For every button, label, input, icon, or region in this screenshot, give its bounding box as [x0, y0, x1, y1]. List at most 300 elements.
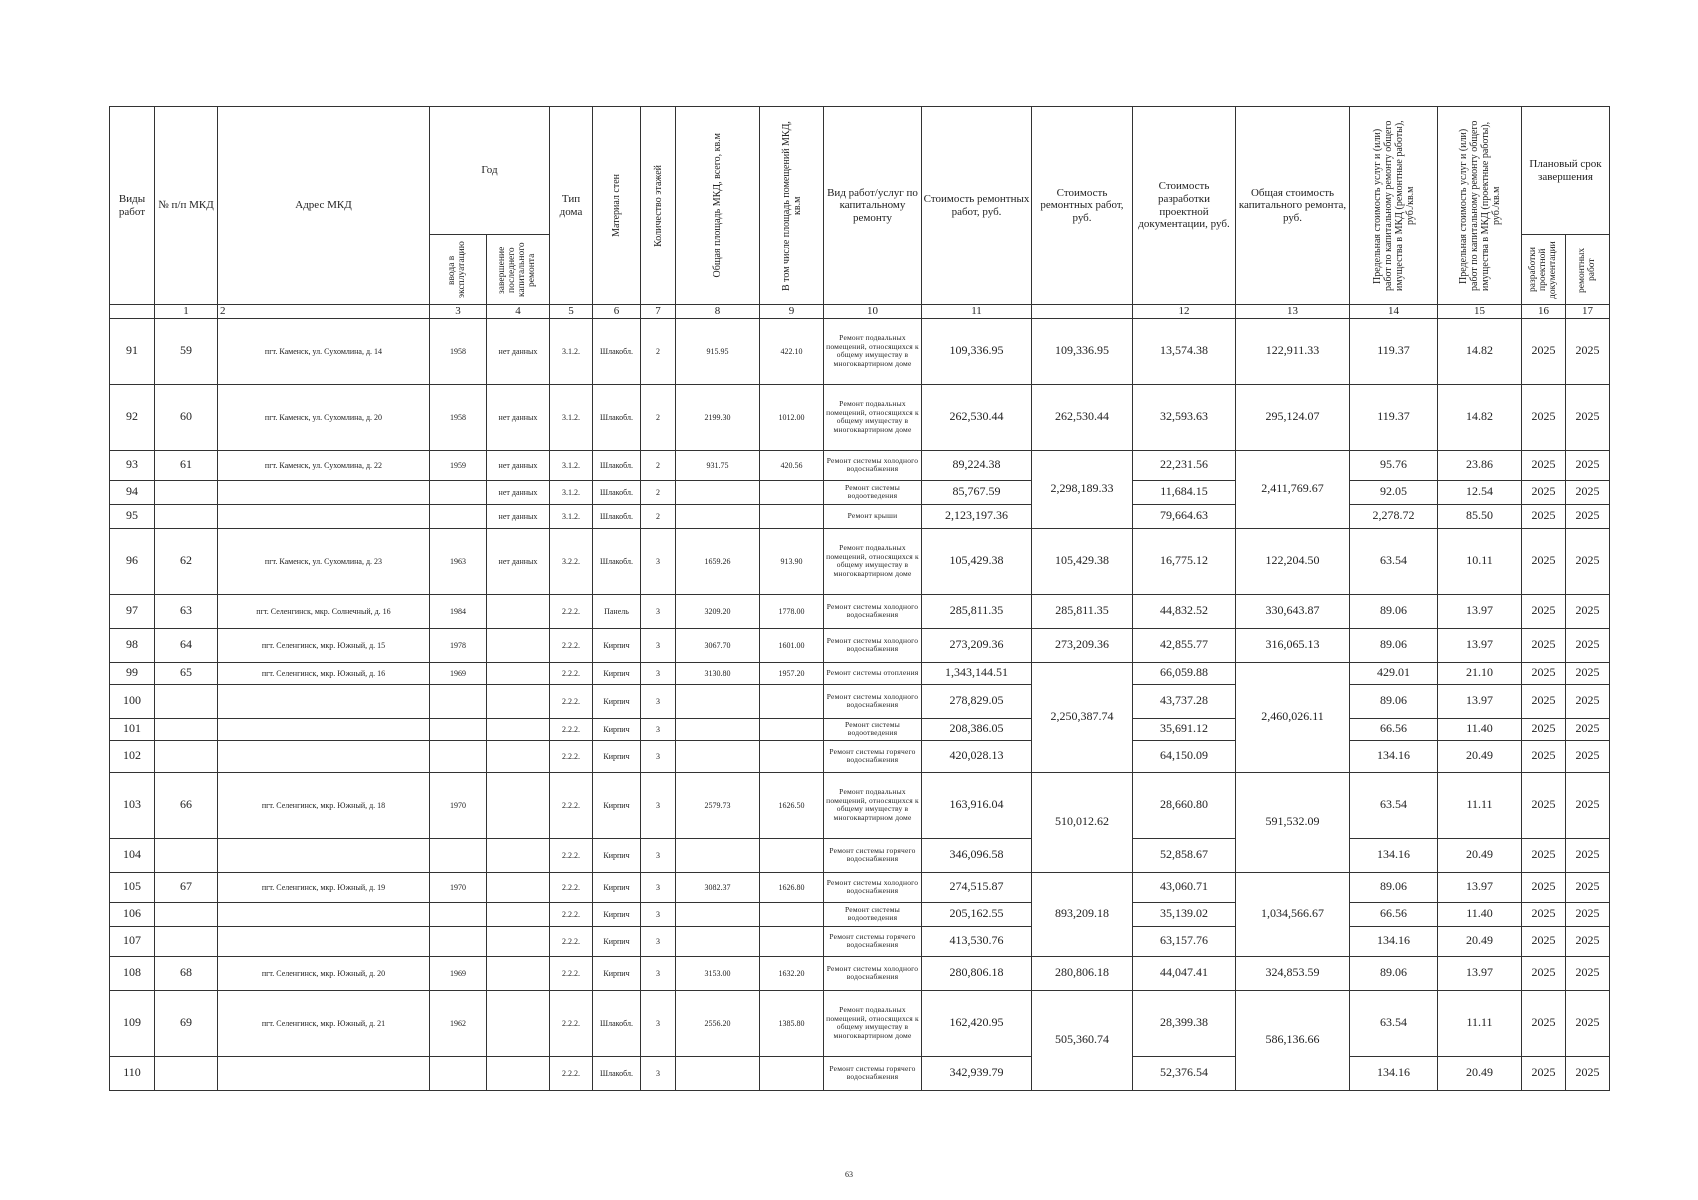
- row-num: [155, 504, 218, 528]
- header-address: Адрес МКД: [218, 107, 430, 305]
- row-floors: 3: [641, 838, 676, 872]
- row-design-cost: 13,574.38: [1133, 318, 1236, 384]
- row-plan-design: 2025: [1522, 504, 1566, 528]
- row-total-area: 931.75: [676, 450, 760, 480]
- row-kind: 101: [110, 718, 155, 740]
- table-row: [110, 872, 1610, 902]
- header-num: № п/п МКД: [155, 107, 218, 305]
- table-row: [110, 594, 1610, 628]
- row-address: [218, 740, 430, 772]
- row-design-cost: 44,047.41: [1133, 956, 1236, 990]
- row-design-cost: 11,684.15: [1133, 480, 1236, 504]
- row-year-last-repair: [487, 838, 550, 872]
- row-year-last-repair: нет данных: [487, 384, 550, 450]
- header-plan-repair: ремонтных работ: [1566, 235, 1610, 305]
- row-wall-material: Кирпич: [593, 662, 641, 684]
- row-year-commission: 1970: [430, 872, 487, 902]
- row-year-last-repair: [487, 956, 550, 990]
- row-design-cost: 42,855.77: [1133, 628, 1236, 662]
- row-limit-design: 85.50: [1438, 504, 1522, 528]
- row-premises-area: [760, 926, 824, 956]
- row-work-type: Ремонт системы холодного водоснабжения: [824, 628, 922, 662]
- row-plan-repair: 2025: [1566, 990, 1610, 1056]
- row-year-last-repair: [487, 872, 550, 902]
- row-address: пгт. Селенгинск, мкр. Южный, д. 19: [218, 872, 430, 902]
- row-floors: 3: [641, 740, 676, 772]
- row-limit-repair: 429.01: [1350, 662, 1438, 684]
- row-premises-area: [760, 718, 824, 740]
- header-premises-area: В том числе площадь помещений МКД, кв.м: [760, 107, 824, 305]
- header-plan-design: разработки проектной документации: [1522, 235, 1566, 305]
- table-row: [110, 902, 1610, 926]
- row-kind: 109: [110, 990, 155, 1056]
- row-repair-cost: 285,811.35: [922, 594, 1032, 628]
- row-repair-cost-total: 510,012.62: [1032, 772, 1133, 872]
- row-wall-material: Кирпич: [593, 684, 641, 718]
- row-floors: 3: [641, 1056, 676, 1090]
- row-house-type: 2.2.2.: [550, 772, 593, 838]
- row-plan-repair: 2025: [1566, 594, 1610, 628]
- row-house-type: 2.2.2.: [550, 956, 593, 990]
- row-wall-material: Шлакобл.: [593, 318, 641, 384]
- row-limit-design: 13.97: [1438, 628, 1522, 662]
- row-premises-area: 422.10: [760, 318, 824, 384]
- row-total-cost: 1,034,566.67: [1236, 872, 1350, 956]
- row-wall-material: Кирпич: [593, 740, 641, 772]
- row-address: пгт. Селенгинск, мкр. Южный, д. 20: [218, 956, 430, 990]
- row-wall-material: Шлакобл.: [593, 504, 641, 528]
- row-year-commission: [430, 926, 487, 956]
- row-work-type: Ремонт системы холодного водоснабжения: [824, 956, 922, 990]
- row-year-last-repair: [487, 1056, 550, 1090]
- row-plan-design: 2025: [1522, 838, 1566, 872]
- row-address: [218, 926, 430, 956]
- row-design-cost: 43,060.71: [1133, 872, 1236, 902]
- header-total-area: Общая площадь МКД, всего, кв.м: [676, 107, 760, 305]
- row-num: 66: [155, 772, 218, 838]
- row-limit-design: 11.11: [1438, 772, 1522, 838]
- row-repair-cost: 85,767.59: [922, 480, 1032, 504]
- row-total-area: 3082.37: [676, 872, 760, 902]
- row-limit-design: 20.49: [1438, 1056, 1522, 1090]
- row-repair-cost-total: 285,811.35: [1032, 594, 1133, 628]
- row-house-type: 2.2.2.: [550, 740, 593, 772]
- row-limit-repair: 66.56: [1350, 718, 1438, 740]
- row-floors: 2: [641, 318, 676, 384]
- row-year-last-repair: [487, 990, 550, 1056]
- row-limit-design: 21.10: [1438, 662, 1522, 684]
- row-design-cost: 22,231.56: [1133, 450, 1236, 480]
- row-floors: 2: [641, 504, 676, 528]
- row-year-last-repair: [487, 594, 550, 628]
- row-num: 59: [155, 318, 218, 384]
- header-limit-repair: Предельная стоимость услуг и (или) работ по капитальному ремонту общего имущества в МКД (ремонтные работы), руб./кв.м: [1350, 107, 1438, 305]
- row-address: [218, 902, 430, 926]
- row-design-cost: 66,059.88: [1133, 662, 1236, 684]
- row-limit-repair: 66.56: [1350, 902, 1438, 926]
- row-total-area: 3067.70: [676, 628, 760, 662]
- header-total-cost: Общая стоимость капитального ремонта, руб.: [1236, 107, 1350, 305]
- row-house-type: 3.1.2.: [550, 450, 593, 480]
- header-year-last-repair: завершение последнего капитального ремонта: [487, 235, 550, 305]
- row-limit-design: 20.49: [1438, 838, 1522, 872]
- row-plan-repair: 2025: [1566, 956, 1610, 990]
- row-floors: 3: [641, 926, 676, 956]
- row-kind: 99: [110, 662, 155, 684]
- row-limit-repair: 134.16: [1350, 926, 1438, 956]
- row-work-type: Ремонт системы горячего водоснабжения: [824, 1056, 922, 1090]
- row-year-last-repair: [487, 926, 550, 956]
- row-num: [155, 902, 218, 926]
- header-design-cost: Стоимость разработки проектной документации, руб.: [1133, 107, 1236, 305]
- row-total-area: 915.95: [676, 318, 760, 384]
- table-row: [110, 662, 1610, 684]
- row-limit-repair: 134.16: [1350, 740, 1438, 772]
- row-kind: 102: [110, 740, 155, 772]
- row-wall-material: Кирпич: [593, 718, 641, 740]
- page-number: 63: [845, 1170, 853, 1179]
- row-year-commission: 1978: [430, 628, 487, 662]
- row-work-type: Ремонт системы горячего водоснабжения: [824, 740, 922, 772]
- row-total-area: 3130.80: [676, 662, 760, 684]
- table-row: [110, 956, 1610, 990]
- row-kind: 103: [110, 772, 155, 838]
- row-repair-cost-total: 2,250,387.74: [1032, 662, 1133, 772]
- row-repair-cost-total: 2,298,189.33: [1032, 450, 1133, 528]
- row-plan-design: 2025: [1522, 872, 1566, 902]
- row-floors: 3: [641, 594, 676, 628]
- row-limit-design: 11.40: [1438, 902, 1522, 926]
- row-year-last-repair: нет данных: [487, 528, 550, 594]
- row-design-cost: 28,399.38: [1133, 990, 1236, 1056]
- row-total-area: 3209.20: [676, 594, 760, 628]
- row-floors: 3: [641, 684, 676, 718]
- row-house-type: 3.1.2.: [550, 384, 593, 450]
- row-num: 68: [155, 956, 218, 990]
- row-limit-repair: 63.54: [1350, 990, 1438, 1056]
- row-limit-repair: 89.06: [1350, 684, 1438, 718]
- row-kind: 97: [110, 594, 155, 628]
- row-repair-cost-total: 262,530.44: [1032, 384, 1133, 450]
- row-num: 67: [155, 872, 218, 902]
- row-floors: 3: [641, 872, 676, 902]
- row-total-area: [676, 718, 760, 740]
- table-row: [110, 1056, 1610, 1090]
- row-year-commission: [430, 480, 487, 504]
- row-total-cost: 324,853.59: [1236, 956, 1350, 990]
- row-plan-design: 2025: [1522, 628, 1566, 662]
- row-plan-repair: 2025: [1566, 480, 1610, 504]
- row-repair-cost: 342,939.79: [922, 1056, 1032, 1090]
- table-row: [110, 450, 1610, 480]
- row-total-area: 3153.00: [676, 956, 760, 990]
- row-num: [155, 718, 218, 740]
- row-year-last-repair: [487, 684, 550, 718]
- row-num: 65: [155, 662, 218, 684]
- header-kind: Виды работ: [110, 107, 155, 305]
- row-limit-repair: 2,278.72: [1350, 504, 1438, 528]
- row-premises-area: [760, 684, 824, 718]
- row-year-commission: 1963: [430, 528, 487, 594]
- row-repair-cost-total: 105,429.38: [1032, 528, 1133, 594]
- header-repair-cost-total: Стоимость ремонтных работ, руб.: [1032, 107, 1133, 305]
- row-limit-design: 11.11: [1438, 990, 1522, 1056]
- table-row: [110, 504, 1610, 528]
- row-address: [218, 1056, 430, 1090]
- row-limit-repair: 92.05: [1350, 480, 1438, 504]
- row-year-commission: [430, 504, 487, 528]
- row-house-type: 2.2.2.: [550, 902, 593, 926]
- row-premises-area: 1632.20: [760, 956, 824, 990]
- row-wall-material: Шлакобл.: [593, 1056, 641, 1090]
- row-plan-design: 2025: [1522, 926, 1566, 956]
- row-kind: 96: [110, 528, 155, 594]
- row-plan-design: 2025: [1522, 902, 1566, 926]
- table-row: [110, 718, 1610, 740]
- row-house-type: 2.2.2.: [550, 662, 593, 684]
- row-kind: 106: [110, 902, 155, 926]
- row-limit-repair: 89.06: [1350, 956, 1438, 990]
- row-total-area: [676, 926, 760, 956]
- row-wall-material: Кирпич: [593, 628, 641, 662]
- row-plan-repair: 2025: [1566, 1056, 1610, 1090]
- row-year-last-repair: [487, 772, 550, 838]
- row-floors: 3: [641, 990, 676, 1056]
- row-premises-area: 1778.00: [760, 594, 824, 628]
- row-total-area: [676, 684, 760, 718]
- row-design-cost: 52,858.67: [1133, 838, 1236, 872]
- row-work-type: Ремонт подвальных помещений, относящихся к общему имуществу в многоквартирном доме: [824, 318, 922, 384]
- row-plan-design: 2025: [1522, 450, 1566, 480]
- row-repair-cost-total: 273,209.36: [1032, 628, 1133, 662]
- row-repair-cost: 162,420.95: [922, 990, 1032, 1056]
- row-address: пгт. Каменск, ул. Сухомлина, д. 23: [218, 528, 430, 594]
- row-design-cost: 63,157.76: [1133, 926, 1236, 956]
- row-plan-repair: 2025: [1566, 504, 1610, 528]
- row-total-cost: 586,136.66: [1236, 990, 1350, 1090]
- row-repair-cost: 2,123,197.36: [922, 504, 1032, 528]
- row-work-type: Ремонт системы холодного водоснабжения: [824, 450, 922, 480]
- row-address: [218, 480, 430, 504]
- row-num: 64: [155, 628, 218, 662]
- row-kind: 92: [110, 384, 155, 450]
- row-work-type: Ремонт подвальных помещений, относящихся к общему имуществу в многоквартирном доме: [824, 990, 922, 1056]
- row-plan-repair: 2025: [1566, 872, 1610, 902]
- row-num: [155, 1056, 218, 1090]
- row-year-last-repair: [487, 662, 550, 684]
- row-total-cost: 2,411,769.67: [1236, 450, 1350, 528]
- row-limit-repair: 134.16: [1350, 838, 1438, 872]
- row-limit-repair: 63.54: [1350, 528, 1438, 594]
- row-work-type: Ремонт подвальных помещений, относящихся к общему имуществу в многоквартирном доме: [824, 384, 922, 450]
- capital-repair-table: [109, 106, 1610, 1091]
- row-num: 63: [155, 594, 218, 628]
- row-limit-design: 20.49: [1438, 926, 1522, 956]
- row-total-cost: 295,124.07: [1236, 384, 1350, 450]
- row-floors: 3: [641, 718, 676, 740]
- row-floors: 3: [641, 772, 676, 838]
- row-premises-area: 913.90: [760, 528, 824, 594]
- row-plan-design: 2025: [1522, 684, 1566, 718]
- row-limit-repair: 95.76: [1350, 450, 1438, 480]
- row-work-type: Ремонт системы холодного водоснабжения: [824, 594, 922, 628]
- row-premises-area: 420.56: [760, 450, 824, 480]
- row-kind: 100: [110, 684, 155, 718]
- row-house-type: 2.2.2.: [550, 990, 593, 1056]
- row-repair-cost-total: 109,336.95: [1032, 318, 1133, 384]
- table-row: [110, 990, 1610, 1056]
- row-premises-area: [760, 1056, 824, 1090]
- row-kind: 98: [110, 628, 155, 662]
- row-premises-area: 1626.50: [760, 772, 824, 838]
- row-premises-area: 1957.20: [760, 662, 824, 684]
- column-numbers-row: 1 2 3 4 5 6 7 8 9 10 11 12 13 14 15 16 17: [110, 305, 1610, 319]
- row-house-type: 2.2.2.: [550, 872, 593, 902]
- row-wall-material: Кирпич: [593, 772, 641, 838]
- row-limit-design: 13.97: [1438, 872, 1522, 902]
- row-plan-design: 2025: [1522, 990, 1566, 1056]
- row-premises-area: 1385.80: [760, 990, 824, 1056]
- row-kind: 95: [110, 504, 155, 528]
- row-floors: 3: [641, 956, 676, 990]
- row-plan-design: 2025: [1522, 740, 1566, 772]
- row-design-cost: 43,737.28: [1133, 684, 1236, 718]
- row-total-area: 2556.20: [676, 990, 760, 1056]
- header-repair-cost: Стоимость ремонтных работ, руб.: [922, 107, 1032, 305]
- row-kind: 104: [110, 838, 155, 872]
- row-design-cost: 28,660.80: [1133, 772, 1236, 838]
- row-work-type: Ремонт подвальных помещений, относящихся к общему имуществу в многоквартирном доме: [824, 772, 922, 838]
- row-total-cost: 122,911.33: [1236, 318, 1350, 384]
- row-total-area: [676, 480, 760, 504]
- row-address: пгт. Селенгинск, мкр. Южный, д. 15: [218, 628, 430, 662]
- row-year-commission: [430, 902, 487, 926]
- row-premises-area: 1626.80: [760, 872, 824, 902]
- row-house-type: 3.1.2.: [550, 480, 593, 504]
- row-kind: 94: [110, 480, 155, 504]
- row-house-type: 3.2.2.: [550, 528, 593, 594]
- row-limit-design: 14.82: [1438, 384, 1522, 450]
- header-house-type: Тип дома: [550, 107, 593, 305]
- row-work-type: Ремонт системы отопления: [824, 662, 922, 684]
- row-address: пгт. Каменск, ул. Сухомлина, д. 14: [218, 318, 430, 384]
- row-year-last-repair: [487, 740, 550, 772]
- row-plan-repair: 2025: [1566, 384, 1610, 450]
- row-total-area: [676, 1056, 760, 1090]
- row-year-commission: 1958: [430, 318, 487, 384]
- row-floors: 3: [641, 902, 676, 926]
- row-wall-material: Шлакобл.: [593, 480, 641, 504]
- table-row: [110, 528, 1610, 594]
- row-address: пгт. Каменск, ул. Сухомлина, д. 20: [218, 384, 430, 450]
- row-total-cost: 591,532.09: [1236, 772, 1350, 872]
- row-num: [155, 480, 218, 504]
- row-plan-repair: 2025: [1566, 528, 1610, 594]
- row-work-type: Ремонт системы горячего водоснабжения: [824, 838, 922, 872]
- row-year-commission: [430, 684, 487, 718]
- row-wall-material: Шлакобл.: [593, 450, 641, 480]
- row-repair-cost: 262,530.44: [922, 384, 1032, 450]
- row-house-type: 2.2.2.: [550, 628, 593, 662]
- row-house-type: 2.2.2.: [550, 684, 593, 718]
- row-limit-design: 12.54: [1438, 480, 1522, 504]
- row-total-cost: 316,065.13: [1236, 628, 1350, 662]
- row-repair-cost: 163,916.04: [922, 772, 1032, 838]
- row-work-type: Ремонт системы водоотведения: [824, 480, 922, 504]
- row-address: [218, 838, 430, 872]
- header-plan: Плановый срок завершения: [1522, 107, 1610, 235]
- row-kind: 107: [110, 926, 155, 956]
- row-year-last-repair: [487, 718, 550, 740]
- row-floors: 2: [641, 480, 676, 504]
- row-year-commission: [430, 1056, 487, 1090]
- row-plan-design: 2025: [1522, 718, 1566, 740]
- row-total-cost: 330,643.87: [1236, 594, 1350, 628]
- row-repair-cost: 1,343,144.51: [922, 662, 1032, 684]
- row-house-type: 2.2.2.: [550, 838, 593, 872]
- row-plan-repair: 2025: [1566, 628, 1610, 662]
- row-address: пгт. Каменск, ул. Сухомлина, д. 22: [218, 450, 430, 480]
- row-repair-cost: 346,096.58: [922, 838, 1032, 872]
- row-address: [218, 504, 430, 528]
- header-floors: Количество этажей: [641, 107, 676, 305]
- row-wall-material: Шлакобл.: [593, 384, 641, 450]
- row-limit-design: 13.97: [1438, 956, 1522, 990]
- table-row: [110, 740, 1610, 772]
- table-row: [110, 838, 1610, 872]
- row-total-cost: 2,460,026.11: [1236, 662, 1350, 772]
- table-row: [110, 318, 1610, 384]
- row-plan-design: 2025: [1522, 384, 1566, 450]
- row-address: [218, 718, 430, 740]
- row-year-last-repair: нет данных: [487, 450, 550, 480]
- row-year-commission: 1970: [430, 772, 487, 838]
- table-row: [110, 684, 1610, 718]
- row-plan-repair: 2025: [1566, 450, 1610, 480]
- row-house-type: 3.1.2.: [550, 318, 593, 384]
- row-year-commission: 1969: [430, 662, 487, 684]
- row-year-last-repair: [487, 902, 550, 926]
- row-house-type: 2.2.2.: [550, 1056, 593, 1090]
- row-limit-repair: 89.06: [1350, 594, 1438, 628]
- row-plan-design: 2025: [1522, 318, 1566, 384]
- row-design-cost: 52,376.54: [1133, 1056, 1236, 1090]
- row-premises-area: [760, 838, 824, 872]
- row-premises-area: [760, 504, 824, 528]
- row-work-type: Ремонт системы холодного водоснабжения: [824, 872, 922, 902]
- row-plan-design: 2025: [1522, 1056, 1566, 1090]
- row-limit-design: 14.82: [1438, 318, 1522, 384]
- row-plan-design: 2025: [1522, 956, 1566, 990]
- row-limit-repair: 119.37: [1350, 384, 1438, 450]
- row-limit-design: 13.97: [1438, 684, 1522, 718]
- row-house-type: 3.1.2.: [550, 504, 593, 528]
- row-repair-cost: 413,530.76: [922, 926, 1032, 956]
- table-row: [110, 384, 1610, 450]
- row-year-commission: [430, 838, 487, 872]
- row-address: [218, 684, 430, 718]
- header-wall-material: Материал стен: [593, 107, 641, 305]
- row-repair-cost: 274,515.87: [922, 872, 1032, 902]
- row-work-type: Ремонт крыши: [824, 504, 922, 528]
- row-total-area: [676, 838, 760, 872]
- header-limit-design: Предельная стоимость услуг и (или) работ по капитальному ремонту общего имущества в МКД (проектные работы), руб./кв.м: [1438, 107, 1522, 305]
- row-limit-repair: 63.54: [1350, 772, 1438, 838]
- row-plan-repair: 2025: [1566, 838, 1610, 872]
- row-floors: 2: [641, 384, 676, 450]
- row-limit-design: 23.86: [1438, 450, 1522, 480]
- row-repair-cost-total: 893,209.18: [1032, 872, 1133, 956]
